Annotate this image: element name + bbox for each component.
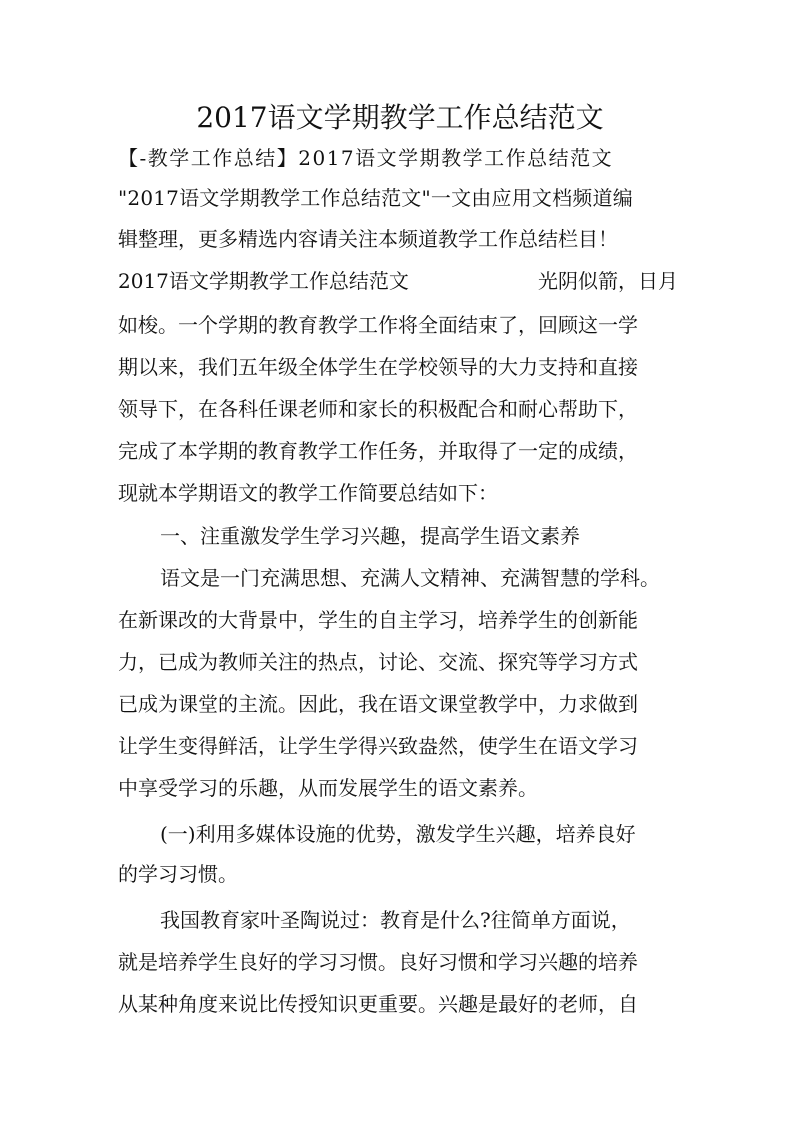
line-15: 让学生变得鲜活，让学生学得兴致盎然，使学生在语文学习 [118,734,638,758]
line-12: 在新课改的大背景中，学生的自主学习，培养学生的创新能 [118,608,638,632]
line-21: 从某种角度来说比传授知识更重要。兴趣是最好的老师，自 [118,992,638,1016]
line-7: 领导下，在各科任课老师和家长的积极配合和耐心帮助下， [118,397,638,421]
line-13: 力，已成为教师关注的热点，讨论、交流、探究等学习方式 [118,650,638,674]
subheading-1: (一)利用多媒体设施的优势，激发学生兴趣，培养良好 [160,822,636,846]
section-heading-1: 一、注重激发学生学习兴趣，提高学生语文素养 [160,524,580,548]
line-3: 辑整理，更多精选内容请关注本频道教学工作总结栏目！ [118,227,618,251]
line-6: 期以来，我们五年级全体学生在学校领导的大力支持和直接 [118,355,638,379]
document-title: 2017语文学期教学工作总结范文 [196,101,604,134]
line-11: 语文是一门充满思想、充满人文精神、充满智慧的学科。 [160,566,660,590]
line-1: 【-教学工作总结】2017语文学期教学工作总结范文 [118,146,614,170]
line-9: 现就本学期语文的教学工作简要总结如下： [118,481,498,505]
line-16: 中享受学习的乐趣，从而发展学生的语文素养。 [118,776,538,800]
line-5: 如梭。一个学期的教育教学工作将全面结束了，回顾这一学 [118,313,638,337]
line-8: 完成了本学期的教育教学工作任务，并取得了一定的成绩， [118,439,638,463]
line-19: 我国教育家叶圣陶说过：教育是什么?往简单方面说， [160,908,631,932]
line-4a: 2017语文学期教学工作总结范文 [118,269,409,293]
line-2: "2017语文学期教学工作总结范文"一文由应用文档频道编 [118,186,633,210]
line-20: 就是培养学生良好的学习习惯。良好习惯和学习兴趣的培养 [118,950,638,974]
line-14: 已成为课堂的主流。因此，我在语文课堂教学中，力求做到 [118,692,638,716]
line-18: 的学习习惯。 [118,862,238,886]
line-4b: 光阴似箭，日月 [538,269,678,293]
